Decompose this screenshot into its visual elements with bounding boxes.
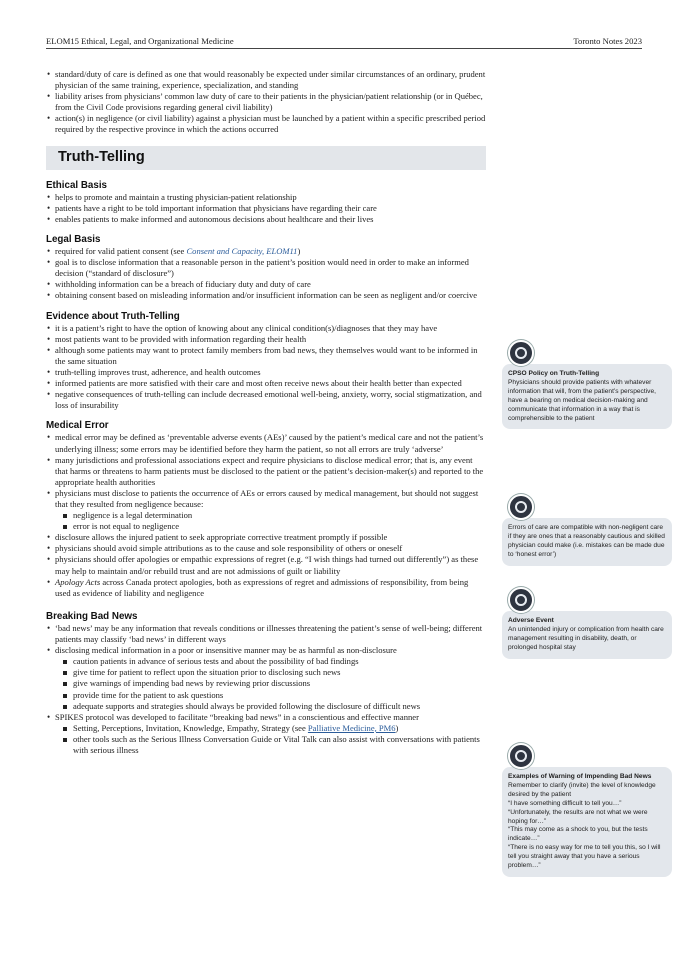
list-item: error is not equal to negligence — [73, 521, 486, 532]
list-item: • withholding information can be a breach of fiduciary duty and duty of care — [55, 279, 486, 290]
consent-link[interactable]: Consent and Capacity, ELOM11 — [186, 246, 298, 257]
list-item: • enables patients to make informed and autonomous decisions about healthcare and their lives — [55, 214, 486, 225]
ethical-list — [46, 192, 486, 225]
sidebar-note-adverse-event — [502, 587, 672, 659]
list-item — [55, 246, 486, 257]
running-header — [46, 36, 642, 49]
note-icon — [508, 743, 534, 769]
list-item: caution patients in advance of serious tests and about the possibility of bad findings — [73, 656, 486, 667]
text: ) — [297, 246, 301, 257]
text: across Canada protect apologies, both as expressions of regret and admissions of responsibility, from being used as evidence of liability and negligence — [55, 576, 469, 598]
intro-list — [46, 69, 486, 136]
sub-list — [55, 656, 486, 711]
list-item: • most patients want to be provided with information regarding their health — [55, 334, 486, 345]
sub-list — [55, 723, 486, 756]
list-item: give warnings of impending bad news by reviewing prior discussions — [73, 678, 486, 689]
note-card — [502, 518, 672, 566]
list-item: • patients have a right to be told important information that physicians have regarding their care — [55, 203, 486, 214]
note-body: Physicians should provide patients with whatever information that will, from the patient’s perspective, have a bearing on medical decision-making and communicate that information in a way that is comprehensible to the patient — [508, 378, 656, 422]
text: required for valid patient consent (see — [55, 246, 187, 257]
list-item: • ‘bad news’ may be any information that reveals conditions or illnesses threatening the patient’s sense of well-being; different patients may classify ‘bad news’ in different ways — [55, 623, 486, 645]
bbn-heading: Breaking Bad News — [46, 610, 138, 622]
note-icon — [508, 587, 534, 613]
note-line: “Unfortunately, the results are not what we were hoping for…” — [508, 808, 648, 825]
note-line: “There is no easy way for me to tell you this, so I will tell you straight away that you have a serious problem…” — [508, 844, 661, 870]
legal-heading: Legal Basis — [46, 233, 101, 245]
text: physicians must disclose to patients the occurrence of AEs or errors caused by medical management, but should not suggest that they resulted from negligence because: — [55, 487, 479, 509]
section-title: Truth-Telling — [58, 149, 145, 166]
note-title: Adverse Event — [508, 617, 554, 624]
legal-list — [46, 246, 486, 301]
list-item — [55, 712, 486, 756]
sidebar-note-bad-news — [502, 743, 672, 877]
note-card — [502, 767, 672, 877]
note-line: Remember to clarify (invite) the level of knowledge desired by the patient — [508, 781, 656, 798]
evidence-heading: Evidence about Truth-Telling — [46, 310, 180, 322]
list-item: • although some patients may want to protect family members from bad news, they themselves would want to be informed in the same situation — [55, 345, 486, 367]
note-line: “I have something difficult to tell you…” — [508, 799, 622, 807]
main-column — [46, 69, 486, 756]
list-item: • it is a patient’s right to have the option of knowing about any clinical condition(s)/diagnoses that they may have — [55, 323, 486, 334]
list-item: • disclosure allows the injured patient to seek appropriate corrective treatment promptly if possible — [55, 532, 486, 543]
header-title: ELOM15 Ethical, Legal, and Organizational Medicine — [46, 36, 234, 46]
evidence-list — [46, 323, 486, 412]
list-item: • many jurisdictions and professional associations expect and require physicians to disclose medical error; that is, any event that harms or threatens to harm patients must be disclosed to the patient or the patient’s decision-maker(s) and reported to the appropriate health authorities — [55, 455, 486, 488]
section-banner — [46, 146, 486, 170]
note-body: An unintended injury or complication from health care management resulting in disability, death, or prolonged hospital stay — [508, 625, 664, 651]
text: SPIKES protocol was developed to facilitate “breaking bad news” in a conscientious and effective manner — [55, 711, 419, 722]
note-card — [502, 364, 672, 429]
list-item — [55, 645, 486, 712]
text: ) — [395, 722, 399, 733]
list-item: provide time for the patient to ask questions — [73, 690, 486, 701]
list-item — [55, 577, 486, 599]
list-item — [55, 488, 486, 532]
list-item: • liability arises from physicians’ common law duty of care to their patients in the physician/patient relationship (or in Québec, from the Civil Code provisions regarding general civil liability) — [55, 91, 486, 113]
list-item: • action(s) in negligence (or civil liability) against a physician must be launched by a patient within a specific prescribed period required by the respective province in which the actions occurred — [55, 113, 486, 135]
list-item: • physicians should avoid simple attributions as to the cause and sole responsibility of others or oneself — [55, 543, 486, 554]
list-item: • standard/duty of care is defined as one that would reasonably be expected under similar circumstances of an ordinary, prudent physician of the same training, experience, specialization, and standing — [55, 69, 486, 91]
note-card — [502, 611, 672, 659]
note-icon — [508, 494, 534, 520]
list-item: • physicians should offer apologies or empathic expressions of regret (e.g. “I wish things had turned out differently”) as these may help to maintain and/or rebuild trust and are not admissions of guilt or liability — [55, 554, 486, 576]
sidebar-note-cpso — [502, 340, 672, 429]
list-item — [73, 723, 486, 734]
header-edition: Toronto Notes 2023 — [573, 36, 642, 46]
palliative-link[interactable]: Palliative Medicine, PM6 — [307, 722, 396, 733]
sidebar-note-errors — [502, 494, 672, 566]
list-item: • informed patients are more satisfied with their care and most often receive news about their health better than expected — [55, 378, 486, 389]
note-body: Errors of care are compatible with non-negligent care if they are ones that a reasonably cautious and skilled physician could make (i.e. mistakes can be made due to ‘honest error’) — [508, 524, 665, 558]
list-item: • medical error may be defined as ‘preventable adverse events (AEs)’ caused by the patient’s medical care and not the patient’s underlying illness; some errors may be identified before they harm the patient, so not all errors are truly ‘adverse’ — [55, 432, 486, 454]
list-item: • goal is to disclose information that a reasonable person in the patient’s position would need in order to make an informed decision (“standard of disclosure”) — [55, 257, 486, 279]
bbn-list — [46, 623, 486, 756]
ethical-heading: Ethical Basis — [46, 179, 107, 191]
list-item: • negative consequences of truth-telling can include decreased emotional well-being, anxiety, worry, social stigmatization, and loss of insurability — [55, 389, 486, 411]
apology-acts: Apology Acts — [55, 576, 101, 587]
error-list — [46, 432, 486, 598]
list-item: give time for patient to reflect upon the situation prior to disclosing such news — [73, 667, 486, 678]
note-title: Examples of Warning of Impending Bad News — [508, 773, 652, 780]
list-item: negligence is a legal determination — [73, 510, 486, 521]
note-icon — [508, 340, 534, 366]
sub-list — [55, 510, 486, 532]
text: Setting, Perceptions, Invitation, Knowledge, Empathy, Strategy (see — [73, 722, 308, 733]
text: disclosing medical information in a poor or insensitive manner may be as harmful as non-disclosure — [55, 645, 397, 656]
list-item: adequate supports and strategies should always be provided following the disclosure of difficult news — [73, 701, 486, 712]
list-item: other tools such as the Serious Illness Conversation Guide or Vital Talk can also assist with conversations with patients with serious illness — [73, 734, 486, 756]
note-line: “This may come as a shock to you, but the tests indicate…” — [508, 826, 648, 843]
list-item: • obtaining consent based on misleading information and/or insufficient information can be seen as negligent and/or coercive — [55, 290, 486, 301]
list-item: • truth-telling improves trust, adherence, and health outcomes — [55, 367, 486, 378]
note-title: CPSO Policy on Truth-Telling — [508, 370, 600, 377]
error-heading: Medical Error — [46, 420, 109, 432]
list-item: • helps to promote and maintain a trusting physician-patient relationship — [55, 192, 486, 203]
